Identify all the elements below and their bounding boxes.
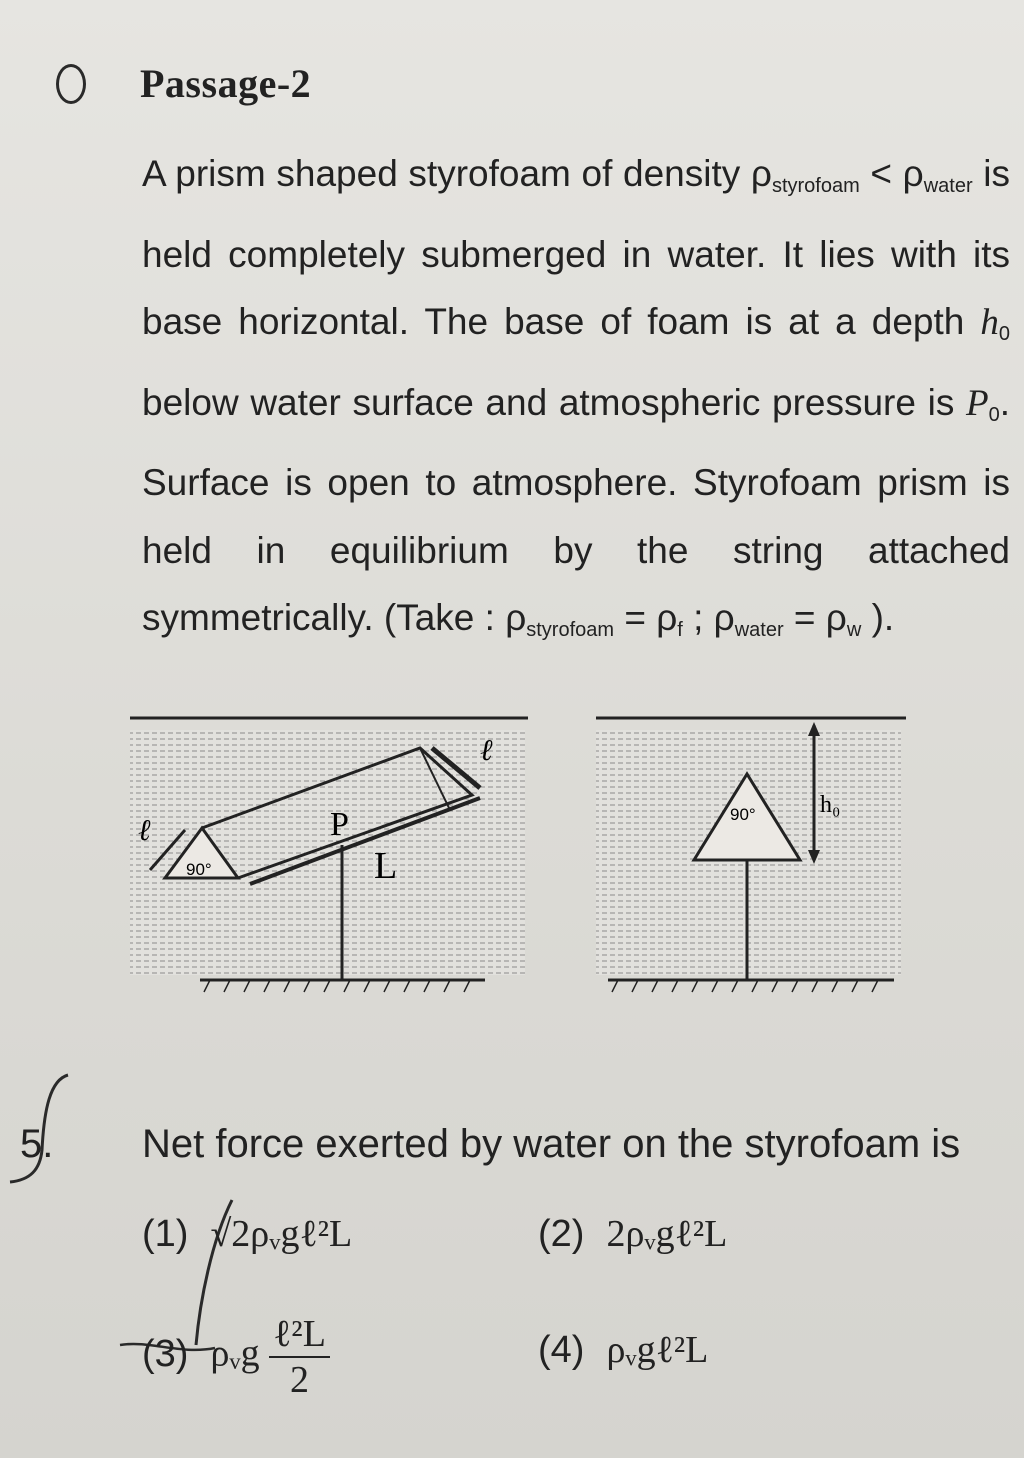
fraction-numerator: ℓ²L xyxy=(269,1312,330,1358)
fraction-denominator: 2 xyxy=(290,1359,309,1401)
option-1[interactable] xyxy=(142,1212,352,1256)
option-2[interactable] xyxy=(538,1212,727,1256)
label-p: P xyxy=(330,806,349,843)
option-3[interactable] xyxy=(142,1312,330,1402)
option-number: (2) xyxy=(538,1213,585,1255)
option-number: (3) xyxy=(142,1332,189,1375)
label-L: L xyxy=(374,845,398,887)
label-l-top: ℓ xyxy=(480,734,493,767)
question-text: Net force exerted by water on the styrofoam is xyxy=(142,1122,961,1166)
label-angle-left: 90° xyxy=(186,860,212,879)
label-angle-right: 90° xyxy=(730,805,756,824)
option-number: (4) xyxy=(538,1329,585,1371)
label-h0: h₀ xyxy=(820,792,841,818)
question-number: 5. xyxy=(20,1122,54,1166)
passage-text: A prism shaped styrofoam of density $\rho_{styrofoam} < \rho_{water}$ is held completely submerged in water. It lies with its base horizontal. The base of foam is at a depth $h_0$ below water surface and atmospheric pressure is $P_0$. Surface is open to atmosphere. Styrofoam prism is held in equilibrium by the string attached symmetrically. (Take : $\rho_{styrofoam} = \rho_f$ ; $\rho_{water} = \rho_w$ ). xyxy=(142,153,1011,641)
option-expression: 2ρᵥgℓ²L xyxy=(606,1213,728,1255)
option-expression: ρᵥgℓ²L xyxy=(606,1329,709,1371)
passage-title: Passage-2 xyxy=(140,61,312,106)
label-l-left: ℓ xyxy=(138,814,151,847)
option-4[interactable] xyxy=(538,1328,708,1372)
option-expression-prefix: ρᵥg xyxy=(210,1332,260,1375)
option-expression: √2ρᵥgℓ²L xyxy=(210,1213,353,1255)
option-number: (1) xyxy=(142,1213,189,1255)
fraction xyxy=(269,1312,330,1402)
